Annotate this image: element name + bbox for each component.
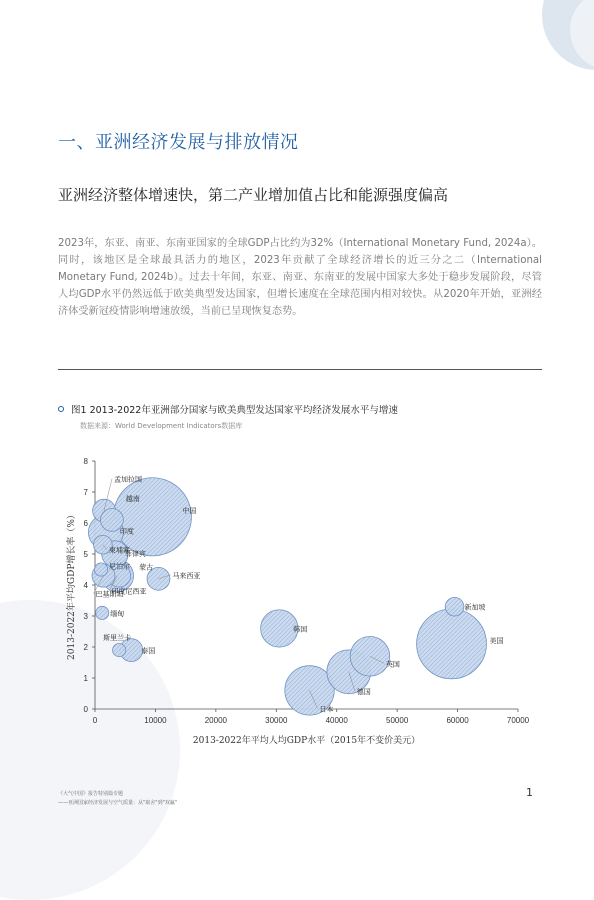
- y-tick-label: 5: [83, 550, 88, 559]
- point-label-蒙古: 蒙古: [139, 563, 154, 572]
- footer-line-2: ——亚洲国家经济发展与空气质量：从"取舍"到"双赢": [58, 800, 178, 806]
- x-tick-label: 40000: [325, 716, 348, 725]
- y-axis-label: 2013-2022年平均GDP增长率（%）: [67, 510, 77, 660]
- bubble-缅甸: [96, 606, 109, 619]
- point-label-泰国: 泰国: [141, 647, 156, 656]
- footer: [58, 790, 177, 808]
- point-label-越南: 越南: [125, 494, 140, 503]
- point-label-斯里兰卡: 斯里兰卡: [103, 634, 132, 643]
- x-tick-label: 20000: [204, 716, 227, 725]
- point-label-印度尼西亚: 印度尼西亚: [111, 587, 147, 596]
- footer-line-1: 《大气中国》报告特别篇专题: [58, 791, 124, 797]
- x-tick-label: 30000: [265, 716, 288, 725]
- figure-source: 数据来源：World Development Indicators数据库: [80, 422, 243, 430]
- point-label-尼泊尔: 尼泊尔: [109, 562, 131, 571]
- point-label-菲律宾: 菲律宾: [124, 550, 146, 558]
- section-divider: [58, 369, 542, 370]
- point-label-柬埔寨: 柬埔寨: [108, 546, 130, 555]
- figure-caption-text: 图1 2013-2022年亚洲部分国家与欧美典型发达国家平均经济发展水平与增速: [71, 405, 398, 416]
- bubble-chart: [58, 448, 542, 748]
- body-paragraph: 2023年，东亚、南亚、东南亚国家的全球GDP占比约为32%（International Monetary Fund, 2024a）。同时，该地区是全球最具活力的地区，2023年贡献了全球经济增长的近三分之二（International Monetary Fund, 2024b）。过去十年间，东亚、南亚、东南亚的发展中国家大多处于稳步发展阶段，尽管人均GDP水平仍然远低于欧美典型发达国家，但增长速度在全球范围内相对较快。从2020年开始，亚洲经济体受新冠疫情影响增速放缓，当前已呈现恢复态势。: [58, 238, 542, 317]
- y-tick-label: 1: [83, 674, 88, 683]
- bubble-尼泊尔: [94, 563, 107, 576]
- bubble-中国: [113, 478, 191, 556]
- chart-bubbles: [88, 478, 486, 715]
- point-label-美国: 美国: [489, 636, 504, 645]
- point-label-中国: 中国: [182, 506, 197, 515]
- bullet-circle-icon: [58, 406, 64, 412]
- section-title: 一、亚洲经济发展与排放情况: [58, 132, 299, 153]
- y-tick-label: 7: [83, 488, 88, 497]
- bubble-斯里兰卡: [113, 644, 126, 657]
- x-tick-label: 50000: [386, 716, 409, 725]
- subsection-title: 亚洲经济整体增速快，第二产业增加值占比和能源强度偏高: [58, 186, 449, 204]
- bubble-美国: [417, 609, 487, 679]
- point-label-韩国: 韩国: [293, 625, 308, 634]
- x-tick-label: 60000: [446, 716, 469, 725]
- point-label-日本: 日本: [319, 705, 334, 714]
- x-tick-label: 70000: [506, 716, 530, 725]
- bubble-新加坡: [445, 597, 464, 616]
- point-label-印度: 印度: [119, 527, 134, 536]
- point-label-孟加拉国: 孟加拉国: [114, 475, 143, 484]
- bubble-英国: [350, 637, 390, 677]
- point-label-巴基斯坦: 巴基斯坦: [95, 590, 124, 599]
- y-tick-label: 2: [83, 643, 88, 652]
- point-label-缅甸: 缅甸: [110, 609, 125, 618]
- point-label-英国: 英国: [385, 660, 400, 669]
- y-tick-label: 4: [83, 581, 88, 590]
- point-label-新加坡: 新加坡: [464, 603, 486, 612]
- y-tick-label: 0: [83, 705, 88, 714]
- x-axis-label: 2013-2022年平均人均GDP水平（2015年不变价美元）: [192, 736, 421, 746]
- page-number: 1: [526, 786, 533, 799]
- y-tick-label: 8: [83, 457, 88, 466]
- figure-caption: [58, 402, 398, 416]
- point-label-德国: 德国: [356, 687, 371, 696]
- x-tick-label: 0: [92, 716, 98, 725]
- x-tick-label: 10000: [144, 716, 167, 725]
- point-label-马来西亚: 马来西亚: [172, 571, 201, 580]
- y-tick-label: 3: [83, 612, 88, 621]
- y-tick-label: 6: [83, 519, 88, 528]
